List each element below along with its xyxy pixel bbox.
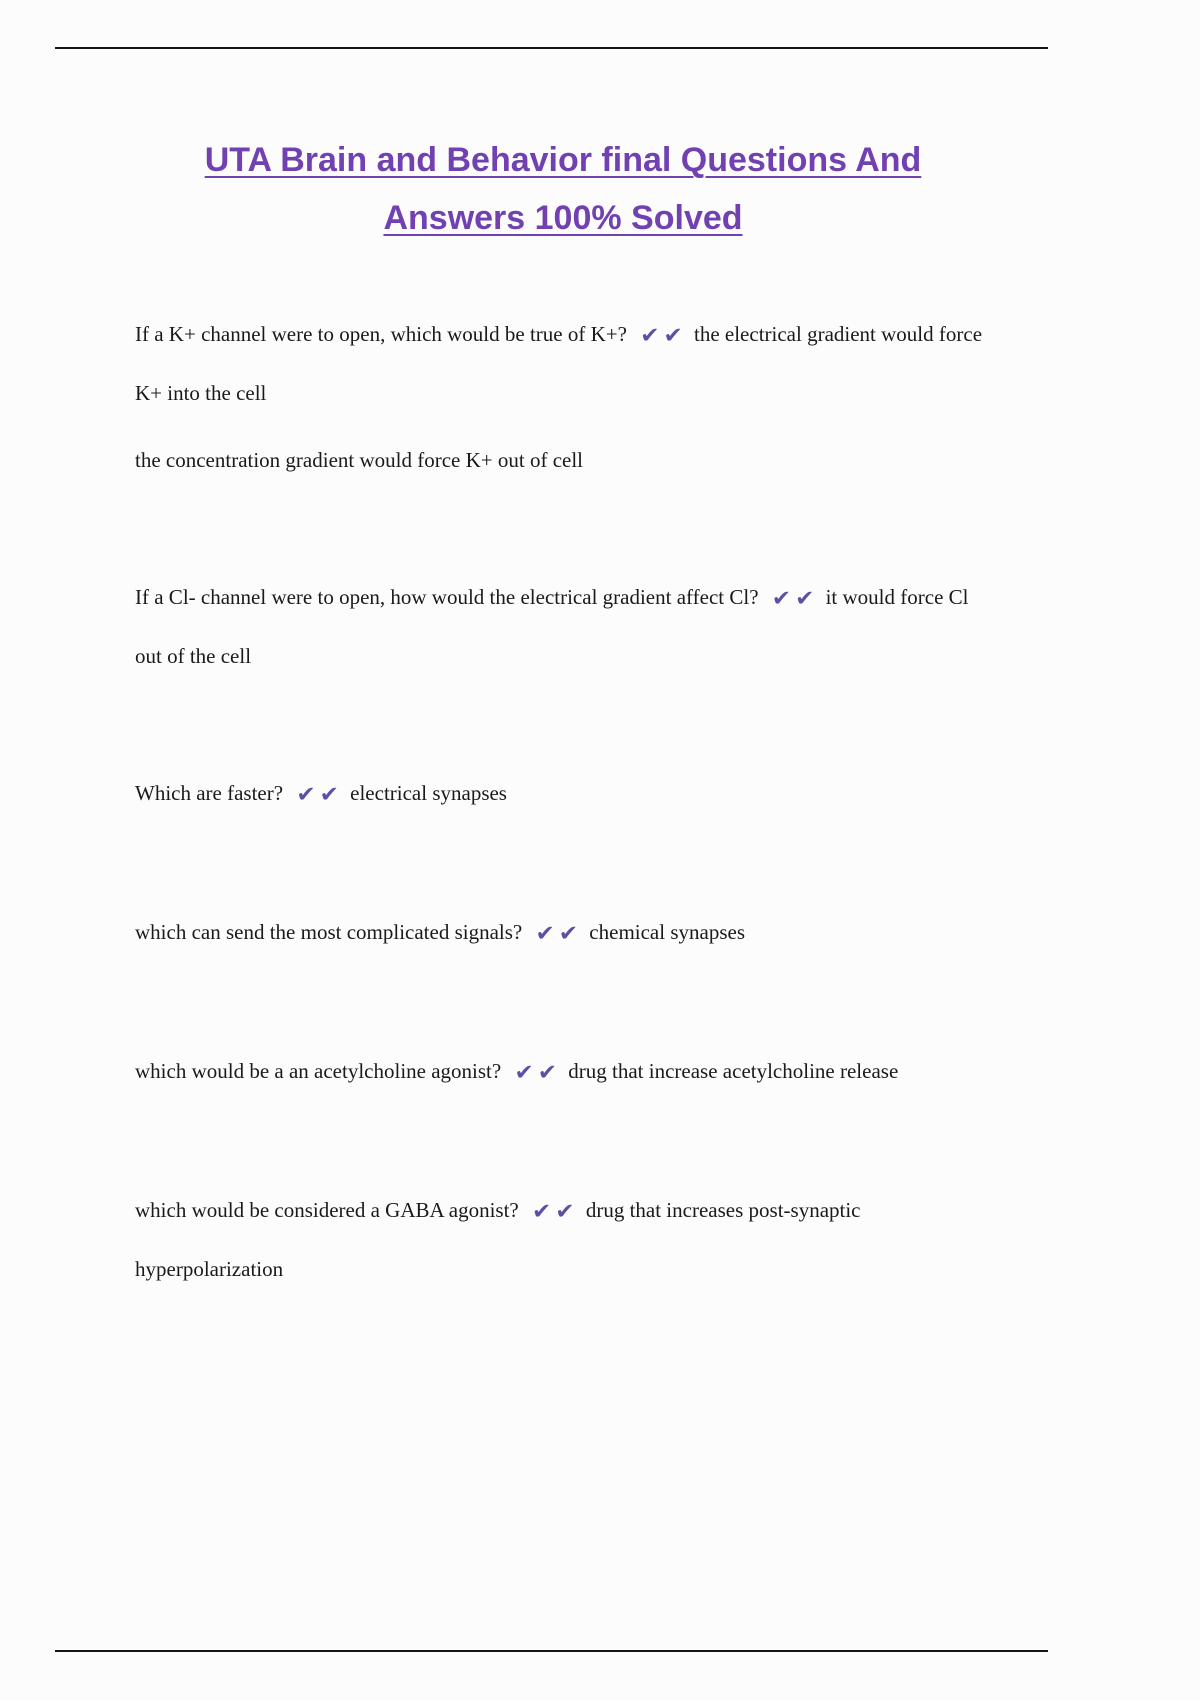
- check-icon: ✔: [795, 586, 815, 611]
- answer-text: the electrical gradient would force K+ into the cell: [135, 321, 983, 405]
- question-text: which can send the most complicated signals?: [135, 919, 528, 944]
- question-text: If a K+ channel were to open, which would be true of K+?: [135, 321, 633, 346]
- answer-text: electrical synapses: [350, 780, 507, 805]
- answer-text: drug that increase acetylcholine release: [568, 1058, 899, 1083]
- check-icon: ✔: [663, 323, 683, 348]
- document-content: [135, 0, 991, 1378]
- qa-block: [135, 1182, 991, 1298]
- qa-block: [135, 904, 991, 963]
- qa-question-answer: [135, 765, 991, 824]
- check-icon: ✔: [555, 1199, 575, 1224]
- qa-block: [135, 1043, 991, 1102]
- check-icon: ✔: [296, 782, 316, 807]
- bottom-rule: [55, 1650, 1048, 1652]
- qa-question-answer: [135, 1182, 991, 1298]
- qa-block: [135, 569, 991, 685]
- qa-question-answer: [135, 1043, 991, 1102]
- question-text: If a Cl- channel were to open, how would the electrical gradient affect Cl?: [135, 584, 764, 609]
- page-title-line-2: Answers 100% Solved: [383, 198, 743, 237]
- check-icon: ✔: [640, 323, 660, 348]
- question-text: Which are faster?: [135, 780, 289, 805]
- check-icon: ✔: [532, 1199, 552, 1224]
- check-icon: ✔: [319, 782, 339, 807]
- question-text: which would be a an acetylcholine agonist?: [135, 1058, 507, 1083]
- qa-block: [135, 306, 991, 489]
- page-title-line-1: UTA Brain and Behavior final Questions And: [204, 141, 922, 179]
- answer-text: it would force Cl out of the cell: [135, 584, 969, 668]
- check-icon: ✔: [537, 1060, 558, 1085]
- check-icon: ✔: [558, 921, 579, 946]
- check-icon: ✔: [514, 1060, 534, 1085]
- check-icon: ✔: [535, 921, 555, 946]
- question-text: which would be considered a GABA agonist?: [135, 1197, 525, 1222]
- qa-block: [135, 765, 991, 824]
- qa-question-answer: [135, 569, 991, 685]
- answer-extra-text: the concentration gradient would force K+ out of cell: [135, 447, 584, 472]
- answer-text: chemical synapses: [589, 919, 745, 944]
- page-title: [135, 132, 991, 248]
- qa-question-answer: [135, 306, 991, 422]
- check-icon: ✔: [771, 586, 792, 611]
- qa-question-answer: [135, 904, 991, 963]
- answer-text: drug that increases post-synaptic hyperpolarization: [135, 1197, 861, 1281]
